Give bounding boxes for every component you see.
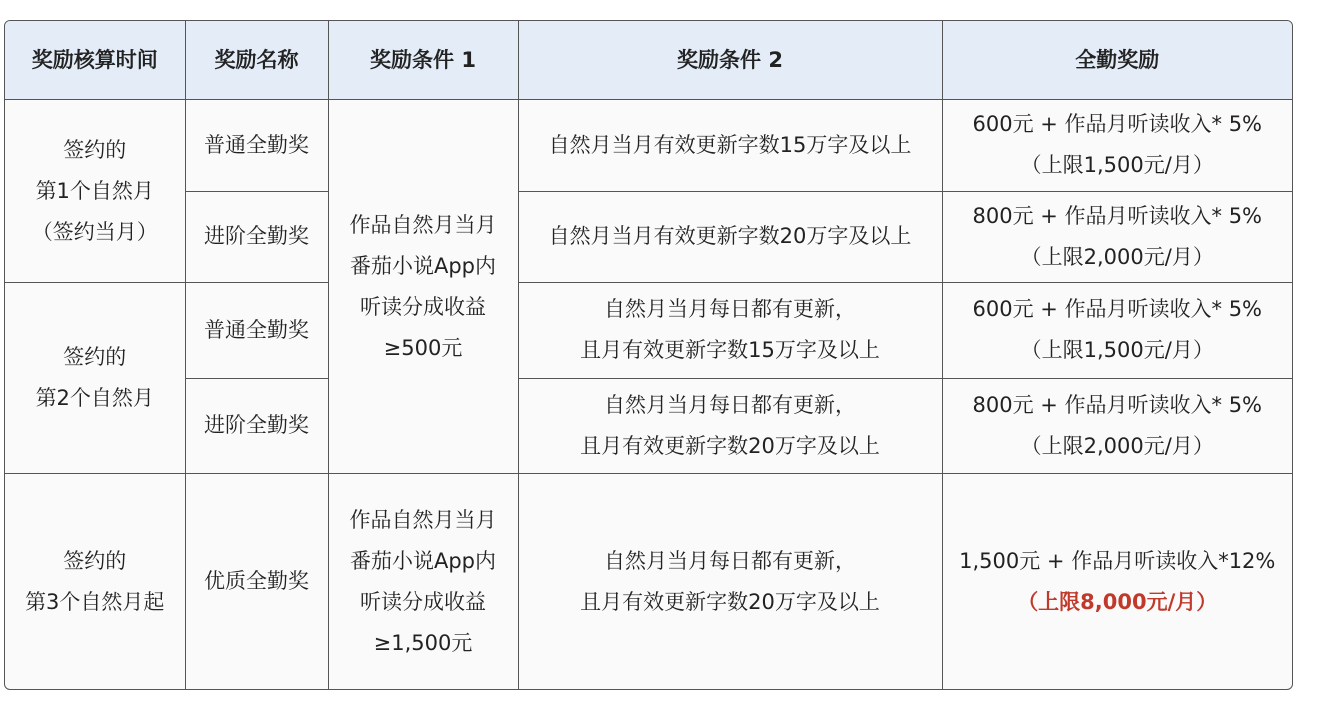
attendance-reward-table (5, 21, 1292, 689)
reward-cell (942, 191, 1292, 283)
condition-line: 且月有效更新字数20万字及以上 (580, 433, 880, 458)
condition-line: 且月有效更新字数20万字及以上 (580, 589, 880, 614)
header-condition-2: 奖励条件 2 (518, 21, 942, 100)
condition-line: 自然月当月每日都有更新， (604, 392, 856, 417)
header-condition-1: 奖励条件 1 (328, 21, 518, 100)
table-row (5, 283, 1292, 379)
reward-formula: 1,500元 + 作品月听读收入*12% (959, 548, 1276, 573)
reward-table-card (4, 20, 1293, 690)
reward-formula: 600元 + 作品月听读收入* 5% (972, 112, 1263, 137)
condition-1-cell (328, 474, 518, 689)
condition-line: 番茄小说App内 (349, 253, 497, 278)
reward-formula: 600元 + 作品月听读收入* 5% (972, 297, 1263, 322)
reward-formula: 800元 + 作品月听读收入* 5% (972, 203, 1263, 228)
reward-formula: 800元 + 作品月听读收入* 5% (972, 392, 1263, 417)
condition-line: 番茄小说App内 (349, 548, 497, 573)
award-name-cell: 普通全勤奖 (185, 100, 328, 192)
period-line: 第1个自然月 (35, 178, 154, 203)
condition-line: 作品自然月当月 (349, 507, 497, 532)
period-line: 第3个自然月起 (25, 589, 165, 614)
table-row (5, 474, 1292, 689)
reward-cell (942, 283, 1292, 379)
period-cell-month-2 (5, 283, 185, 474)
reward-cell (942, 100, 1292, 192)
reward-cap-highlight: （上限8,000元/月） (1017, 589, 1218, 614)
period-line: 签约的 (63, 137, 127, 162)
condition-line: 听读分成收益 (360, 589, 486, 614)
condition-2-cell: 自然月当月有效更新字数15万字及以上 (518, 100, 942, 192)
condition-line: 自然月当月每日都有更新， (604, 548, 856, 573)
table-row (5, 100, 1292, 192)
condition-line: 作品自然月当月 (349, 212, 497, 237)
condition-line: ≥1,500元 (373, 630, 473, 655)
condition-line: ≥500元 (383, 335, 463, 360)
reward-cap: （上限1,500元/月） (1020, 153, 1214, 178)
condition-line: 且月有效更新字数15万字及以上 (580, 338, 880, 363)
reward-cap: （上限2,000元/月） (1020, 433, 1214, 458)
table-header-row (5, 21, 1292, 100)
condition-2-cell: 自然月当月有效更新字数20万字及以上 (518, 191, 942, 283)
award-name-cell: 普通全勤奖 (185, 283, 328, 379)
period-line: （签约当月） (31, 219, 158, 244)
condition-1-cell-shared (328, 100, 518, 474)
period-line: 第2个自然月 (35, 386, 154, 411)
award-name-cell: 进阶全勤奖 (185, 378, 328, 474)
condition-2-cell (518, 283, 942, 379)
condition-2-cell (518, 474, 942, 689)
award-name-cell: 进阶全勤奖 (185, 191, 328, 283)
header-award-name: 奖励名称 (185, 21, 328, 100)
table-row (5, 191, 1292, 283)
reward-cell (942, 378, 1292, 474)
reward-cell (942, 474, 1292, 689)
table-row (5, 378, 1292, 474)
period-cell-month-1 (5, 100, 185, 283)
reward-cap: （上限2,000元/月） (1020, 244, 1214, 269)
period-line: 签约的 (63, 548, 127, 573)
award-name-cell: 优质全勤奖 (185, 474, 328, 689)
condition-2-cell (518, 378, 942, 474)
condition-line: 听读分成收益 (360, 294, 486, 319)
period-cell-month-3 (5, 474, 185, 689)
condition-line: 自然月当月每日都有更新， (604, 297, 856, 322)
header-settlement-time: 奖励核算时间 (5, 21, 185, 100)
reward-cap: （上限1,500元/月） (1020, 338, 1214, 363)
period-line: 签约的 (63, 345, 127, 370)
header-attendance-reward: 全勤奖励 (942, 21, 1292, 100)
